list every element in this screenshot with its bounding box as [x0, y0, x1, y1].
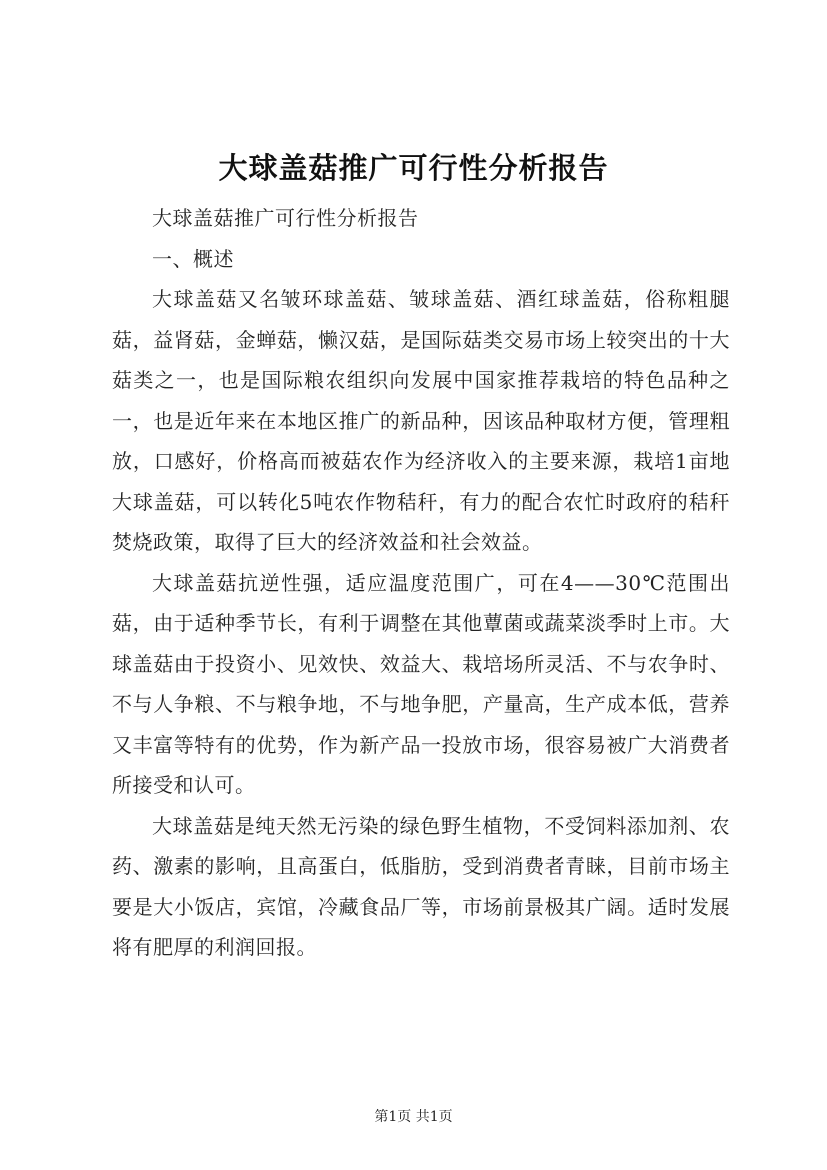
document-title: 大球盖菇推广可行性分析报告 [218, 151, 609, 185]
body-paragraph: 大球盖菇又名皱环球盖菇、皱球盖菇、酒红球盖菇，俗称粗腿菇，益肾菇，金蝉菇，懒汉菇，是国际菇类交易市场上较突出的十大菇类之一，也是国际粮农组织向发展中国家推荐栽培的特色品种之一，也是近年来在本地区推广的新品种，因该品种取材方便，管理粗放，口感好，价格高而被菇农作为经济收入的主要来源，栽培1亩地大球盖菇，可以转化5吨农作物秸秆，有力的配合农忙时政府的秸秆焚烧政策，取得了巨大的经济效益和社会效益。 [112, 287, 730, 554]
document-body [112, 198, 730, 968]
body-paragraph: 大球盖菇是纯天然无污染的绿色野生植物，不受饲料添加剂、农药、激素的影响，且高蛋白，低脂肪，受到消费者青睐，目前市场主要是大小饭店，宾馆，冷藏食品厂等，市场前景极其广阔。适时发展将有肥厚的利润回报。 [112, 813, 730, 959]
section-heading-overview: 一、概述 [152, 246, 234, 271]
page-footer: 第1页 共1页 [374, 1109, 453, 1125]
subtitle-paragraph: 大球盖菇推广可行性分析报告 [152, 206, 419, 230]
body-paragraph: 大球盖菇抗逆性强，适应温度范围广，可在4——30℃范围出菇，由于适种季节长，有利于调整在其他蕈菌或蔬菜淡季时上市。大球盖菇由于投资小、见效快、效益大、栽培场所灵活、不与农争时、不与人争粮、不与粮争地，不与地争肥，产量高，生产成本低，营养又丰富等特有的优势，作为新产品一投放市场，很容易被广大消费者所接受和认可。 [112, 570, 730, 797]
